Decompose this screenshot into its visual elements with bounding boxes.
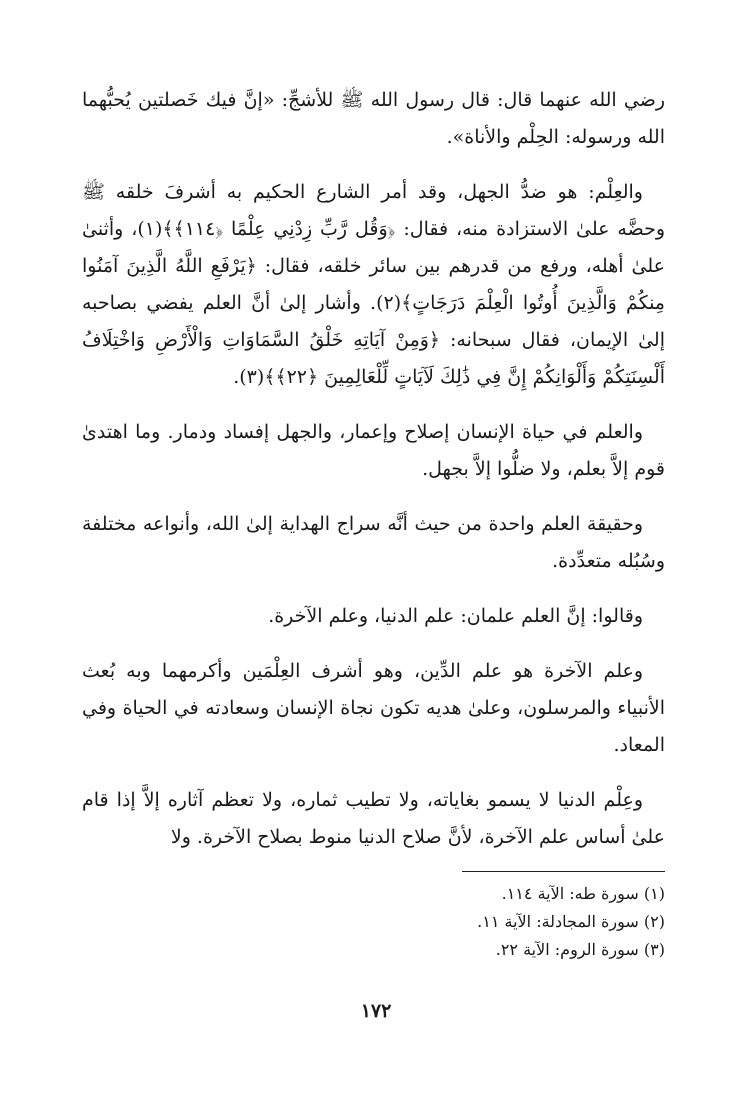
paragraph-gap xyxy=(82,396,665,414)
paragraph-2: والعِلْم: هو ضدُّ الجهل، وقد أمر الشارع الحكيم به أشرفَ خلقه ﷺ وحضَّه علىٰ الاستزادة منه، فقال: ﴿وَقُل رَّبِّ زِدْنِي عِلْمًا ﴿١١٤﴾﴾(١)، وأثنىٰ علىٰ أهله، ورفع من قدرهم بين سائر خلقه، فقال: ﴿يَرْفَعِ اللَّهُ الَّذِينَ آمَنُوا مِنكُمْ وَالَّذِينَ أُوتُوا الْعِلْمَ دَرَجَاتٍ﴾(٢). وأشار إلىٰ أنَّ العلم يفضي بصاحبه إلىٰ الإيمان، فقال سبحانه: ﴿وَمِنْ آيَاتِهِ خَلْقُ السَّمَاوَاتِ وَالْأَرْضِ وَاخْتِلَافُ أَلْسِنَتِكُمْ وَأَلْوَانِكُمْ إِنَّ فِي ذَٰلِكَ لَآيَاتٍ لِّلْعَالِمِينَ ﴿٢٢﴾﴾(٣). xyxy=(82,181,665,388)
paragraph-gap xyxy=(82,156,665,174)
footnote-2: (٢) سورة المجادلة: الآية ١١. xyxy=(477,912,665,931)
paragraph-4: وحقيقة العلم واحدة من حيث أنَّه سراج الهداية إلىٰ الله، وأنواعه مختلفة وسُبُله متعدِّدة. xyxy=(82,513,665,572)
paragraph-3: والعلم في حياة الإنسان إصلاح وإعمار، والجهل إفساد ودمار. وما اهتدىٰ قوم إلاَّ بعلم، ولا ضلُّوا إلاَّ بجهل. xyxy=(82,421,665,480)
footnote-1: (١) سورة طه: الآية ١١٤. xyxy=(501,884,665,903)
page-number: ١٧٢ xyxy=(360,1000,392,1022)
paragraph-7: وعِلْم الدنيا لا يسمو بغاياته، ولا تطيب ثماره، ولا تعظم آثاره إلاَّ إذا قام علىٰ أساس علم الآخرة، لأنَّ صلاح الدنيا منوط بصلاح الآخرة. ولا xyxy=(82,789,665,848)
footnote-divider xyxy=(462,871,665,872)
page-body xyxy=(82,82,665,856)
paragraph-5: وقالوا: إنَّ العلم علمان: علم الدنيا، وعلم الآخرة. xyxy=(268,605,643,627)
paragraph-gap xyxy=(82,635,665,653)
paragraph-gap xyxy=(82,488,665,506)
paragraph-gap xyxy=(82,764,665,782)
paragraph-1: رضي الله عنهما قال: قال رسول الله ﷺ للأشجِّ: «إنَّ فيك خَصلتين يُحبُّهما الله ورسوله: الحِلْم والأناة». xyxy=(82,89,665,148)
footnotes xyxy=(82,880,665,964)
paragraph-6: وعلم الآخرة هو علم الدِّين، وهو أشرف العِلْمَين وأكرمهما وبه بُعث الأنبياء والمرسلون، وعلىٰ هديه تكون نجاة الإنسان وسعادته في الحياة وفي المعاد. xyxy=(82,660,665,756)
footnote-3: (٣) سورة الروم: الآية ٢٢. xyxy=(495,940,665,959)
paragraph-gap xyxy=(82,580,665,598)
